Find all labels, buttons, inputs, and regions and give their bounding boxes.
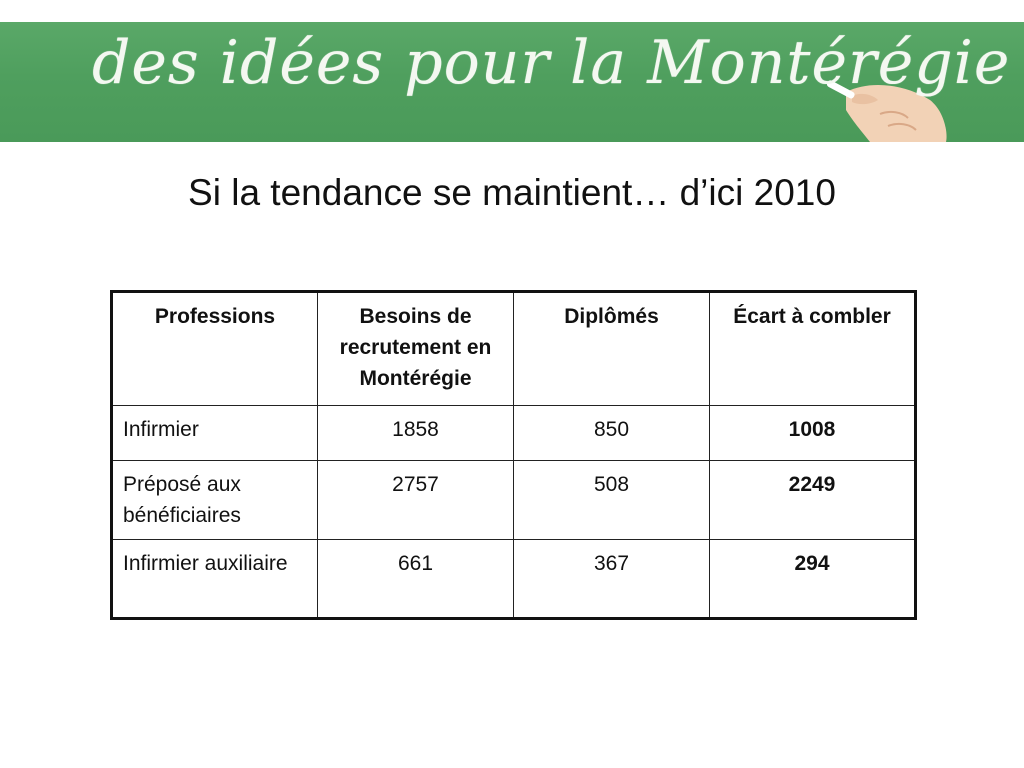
recruitment-needs-cell: 2757 (318, 461, 514, 540)
header-professions: Professions (112, 292, 318, 406)
header-banner (0, 22, 1024, 142)
gap-cell: 294 (710, 540, 916, 619)
graduates-cell: 508 (514, 461, 710, 540)
gap-cell: 1008 (710, 406, 916, 461)
header-graduates: Diplômés (514, 292, 710, 406)
table-row (112, 406, 916, 461)
table-header-row (112, 292, 916, 406)
header-gap: Écart à combler (710, 292, 916, 406)
graduates-cell: 850 (514, 406, 710, 461)
graduates-cell: 367 (514, 540, 710, 619)
profession-cell: Infirmier auxiliaire (112, 540, 318, 619)
banner-tagline: des idées pour la Montérégie (92, 28, 1011, 98)
gap-cell: 2249 (710, 461, 916, 540)
profession-cell: Préposé aux bénéficiaires (112, 461, 318, 540)
table-row (112, 461, 916, 540)
table-row (112, 540, 916, 619)
workforce-table (110, 290, 917, 620)
header-recruitment-needs: Besoins de recrutement en Montérégie (318, 292, 514, 406)
profession-cell: Infirmier (112, 406, 318, 461)
recruitment-needs-cell: 661 (318, 540, 514, 619)
slide-title: Si la tendance se maintient… d’ici 2010 (188, 172, 836, 213)
recruitment-needs-cell: 1858 (318, 406, 514, 461)
